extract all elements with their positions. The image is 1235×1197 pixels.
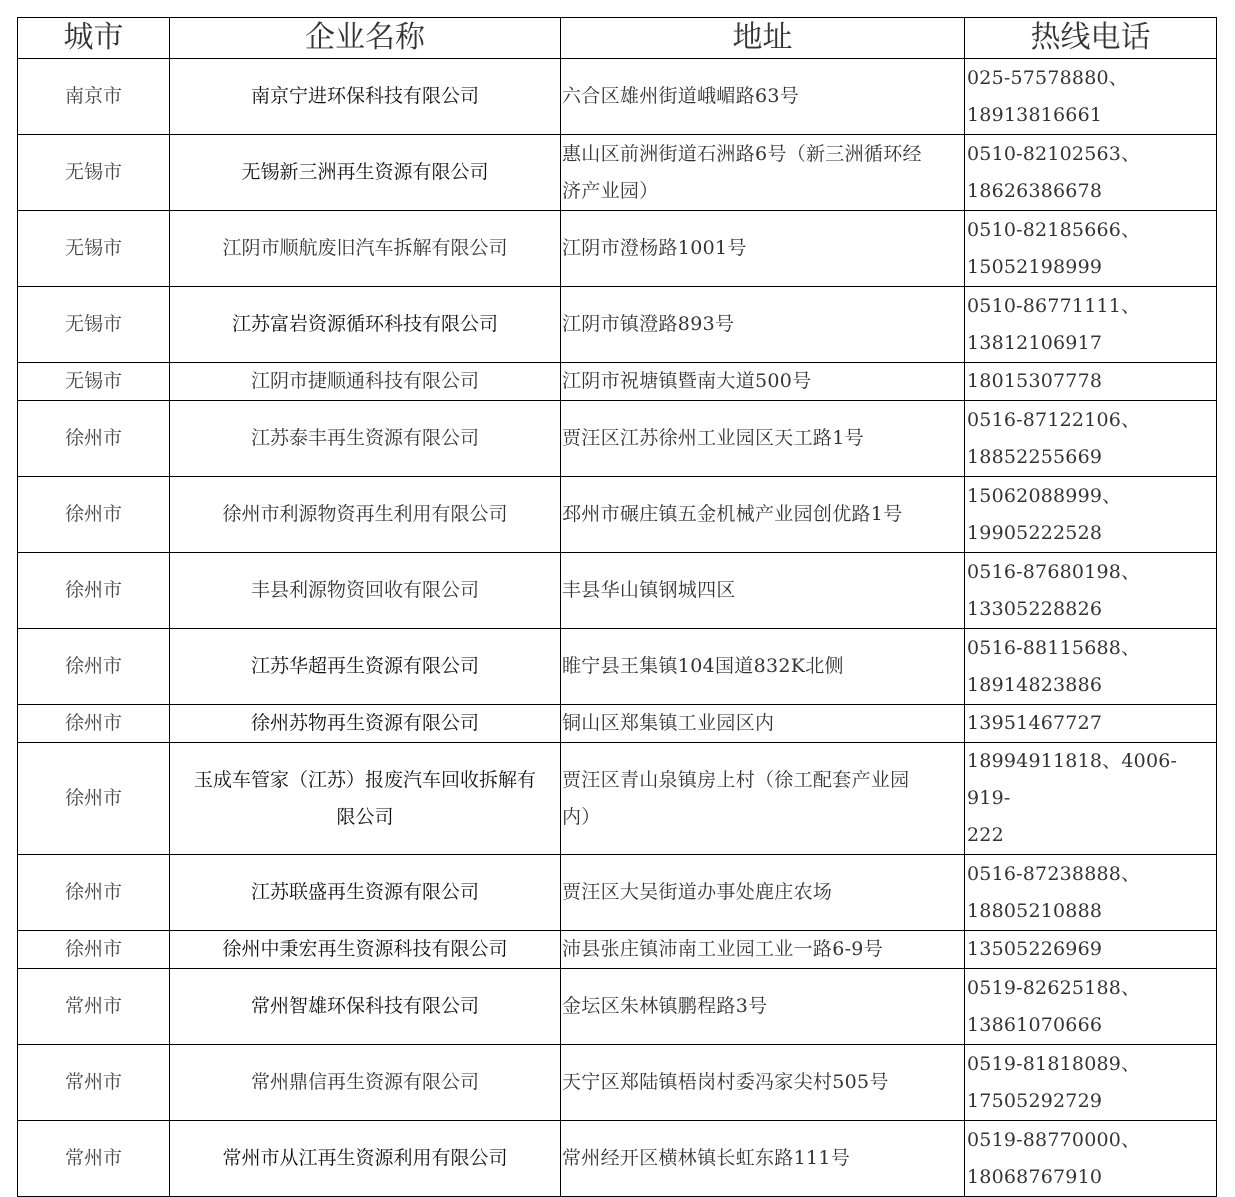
city-cell: 徐州市 — [18, 477, 170, 553]
table-row — [18, 855, 1217, 931]
address-cell: 金坛区朱林镇鹏程路3号 — [561, 969, 965, 1045]
address-cell: 江阴市镇澄路893号 — [561, 287, 965, 363]
phone-cell: 18994911818、4006-919- 222 — [965, 743, 1217, 855]
table-row — [18, 705, 1217, 743]
header-company-name: 企业名称 — [170, 18, 561, 59]
table-row — [18, 969, 1217, 1045]
city-cell: 常州市 — [18, 969, 170, 1045]
city-cell: 徐州市 — [18, 743, 170, 855]
phone-cell: 13505226969 — [965, 931, 1217, 969]
table-row — [18, 1045, 1217, 1121]
phone-cell: 0516-87238888、 18805210888 — [965, 855, 1217, 931]
address-cell: 铜山区郑集镇工业园区内 — [561, 705, 965, 743]
address-cell: 丰县华山镇钢城四区 — [561, 553, 965, 629]
table-row — [18, 553, 1217, 629]
address-cell: 天宁区郑陆镇梧岗村委冯家尖村505号 — [561, 1045, 965, 1121]
city-cell: 无锡市 — [18, 135, 170, 211]
phone-cell: 025-57578880、 18913816661 — [965, 59, 1217, 135]
table-row — [18, 59, 1217, 135]
phone-cell: 0510-86771111、 13812106917 — [965, 287, 1217, 363]
city-cell: 无锡市 — [18, 211, 170, 287]
city-cell: 徐州市 — [18, 629, 170, 705]
phone-cell: 18015307778 — [965, 363, 1217, 401]
phone-cell: 0516-87122106、 18852255669 — [965, 401, 1217, 477]
company-cell: 常州市从江再生资源利用有限公司 — [170, 1121, 561, 1197]
city-cell: 南京市 — [18, 59, 170, 135]
table-row — [18, 743, 1217, 855]
company-cell: 徐州苏物再生资源有限公司 — [170, 705, 561, 743]
table-row — [18, 477, 1217, 553]
city-cell: 无锡市 — [18, 363, 170, 401]
address-cell: 六合区雄州街道峨嵋路63号 — [561, 59, 965, 135]
address-cell: 邳州市碾庄镇五金机械产业园创优路1号 — [561, 477, 965, 553]
company-cell: 江苏华超再生资源有限公司 — [170, 629, 561, 705]
address-cell: 惠山区前洲街道石洲路6号（新三洲循环经 济产业园） — [561, 135, 965, 211]
address-cell: 贾汪区江苏徐州工业园区天工路1号 — [561, 401, 965, 477]
city-cell: 徐州市 — [18, 401, 170, 477]
table-row — [18, 1121, 1217, 1197]
table-header-row — [18, 18, 1217, 59]
table-row — [18, 135, 1217, 211]
company-cell: 玉成车管家（江苏）报废汽车回收拆解有 限公司 — [170, 743, 561, 855]
company-cell: 徐州中秉宏再生资源科技有限公司 — [170, 931, 561, 969]
header-hotline: 热线电话 — [965, 18, 1217, 59]
phone-cell: 0510-82102563、 18626386678 — [965, 135, 1217, 211]
company-cell: 南京宁进环保科技有限公司 — [170, 59, 561, 135]
header-address: 地址 — [561, 18, 965, 59]
table-row — [18, 629, 1217, 705]
header-city: 城市 — [18, 18, 170, 59]
address-cell: 常州经开区横林镇长虹东路111号 — [561, 1121, 965, 1197]
city-cell: 无锡市 — [18, 287, 170, 363]
company-cell: 江苏富岩资源循环科技有限公司 — [170, 287, 561, 363]
table-row — [18, 211, 1217, 287]
city-cell: 徐州市 — [18, 553, 170, 629]
city-cell: 徐州市 — [18, 855, 170, 931]
address-cell: 江阴市澄杨路1001号 — [561, 211, 965, 287]
table-row — [18, 401, 1217, 477]
city-cell: 常州市 — [18, 1045, 170, 1121]
company-cell: 江阴市顺航废旧汽车拆解有限公司 — [170, 211, 561, 287]
city-cell: 常州市 — [18, 1121, 170, 1197]
address-cell: 沛县张庄镇沛南工业园工业一路6-9号 — [561, 931, 965, 969]
table-row — [18, 363, 1217, 401]
address-cell: 江阴市祝塘镇暨南大道500号 — [561, 363, 965, 401]
company-cell: 常州鼎信再生资源有限公司 — [170, 1045, 561, 1121]
city-cell: 徐州市 — [18, 705, 170, 743]
phone-cell: 15062088999、 19905222528 — [965, 477, 1217, 553]
company-cell: 江阴市捷顺通科技有限公司 — [170, 363, 561, 401]
company-cell: 江苏联盛再生资源有限公司 — [170, 855, 561, 931]
company-cell: 徐州市利源物资再生利用有限公司 — [170, 477, 561, 553]
address-cell: 贾汪区青山泉镇房上村（徐工配套产业园 内） — [561, 743, 965, 855]
company-cell: 江苏泰丰再生资源有限公司 — [170, 401, 561, 477]
table-row — [18, 287, 1217, 363]
phone-cell: 0510-82185666、 15052198999 — [965, 211, 1217, 287]
enterprise-table — [17, 17, 1217, 1197]
company-cell: 丰县利源物资回收有限公司 — [170, 553, 561, 629]
phone-cell: 0519-81818089、 17505292729 — [965, 1045, 1217, 1121]
table-row — [18, 931, 1217, 969]
phone-cell: 0516-87680198、 13305228826 — [965, 553, 1217, 629]
city-cell: 徐州市 — [18, 931, 170, 969]
company-cell: 常州智雄环保科技有限公司 — [170, 969, 561, 1045]
company-cell: 无锡新三洲再生资源有限公司 — [170, 135, 561, 211]
address-cell: 贾汪区大吴街道办事处鹿庄农场 — [561, 855, 965, 931]
phone-cell: 0519-88770000、 18068767910 — [965, 1121, 1217, 1197]
phone-cell: 13951467727 — [965, 705, 1217, 743]
address-cell: 睢宁县王集镇104国道832K北侧 — [561, 629, 965, 705]
phone-cell: 0519-82625188、 13861070666 — [965, 969, 1217, 1045]
phone-cell: 0516-88115688、 18914823886 — [965, 629, 1217, 705]
